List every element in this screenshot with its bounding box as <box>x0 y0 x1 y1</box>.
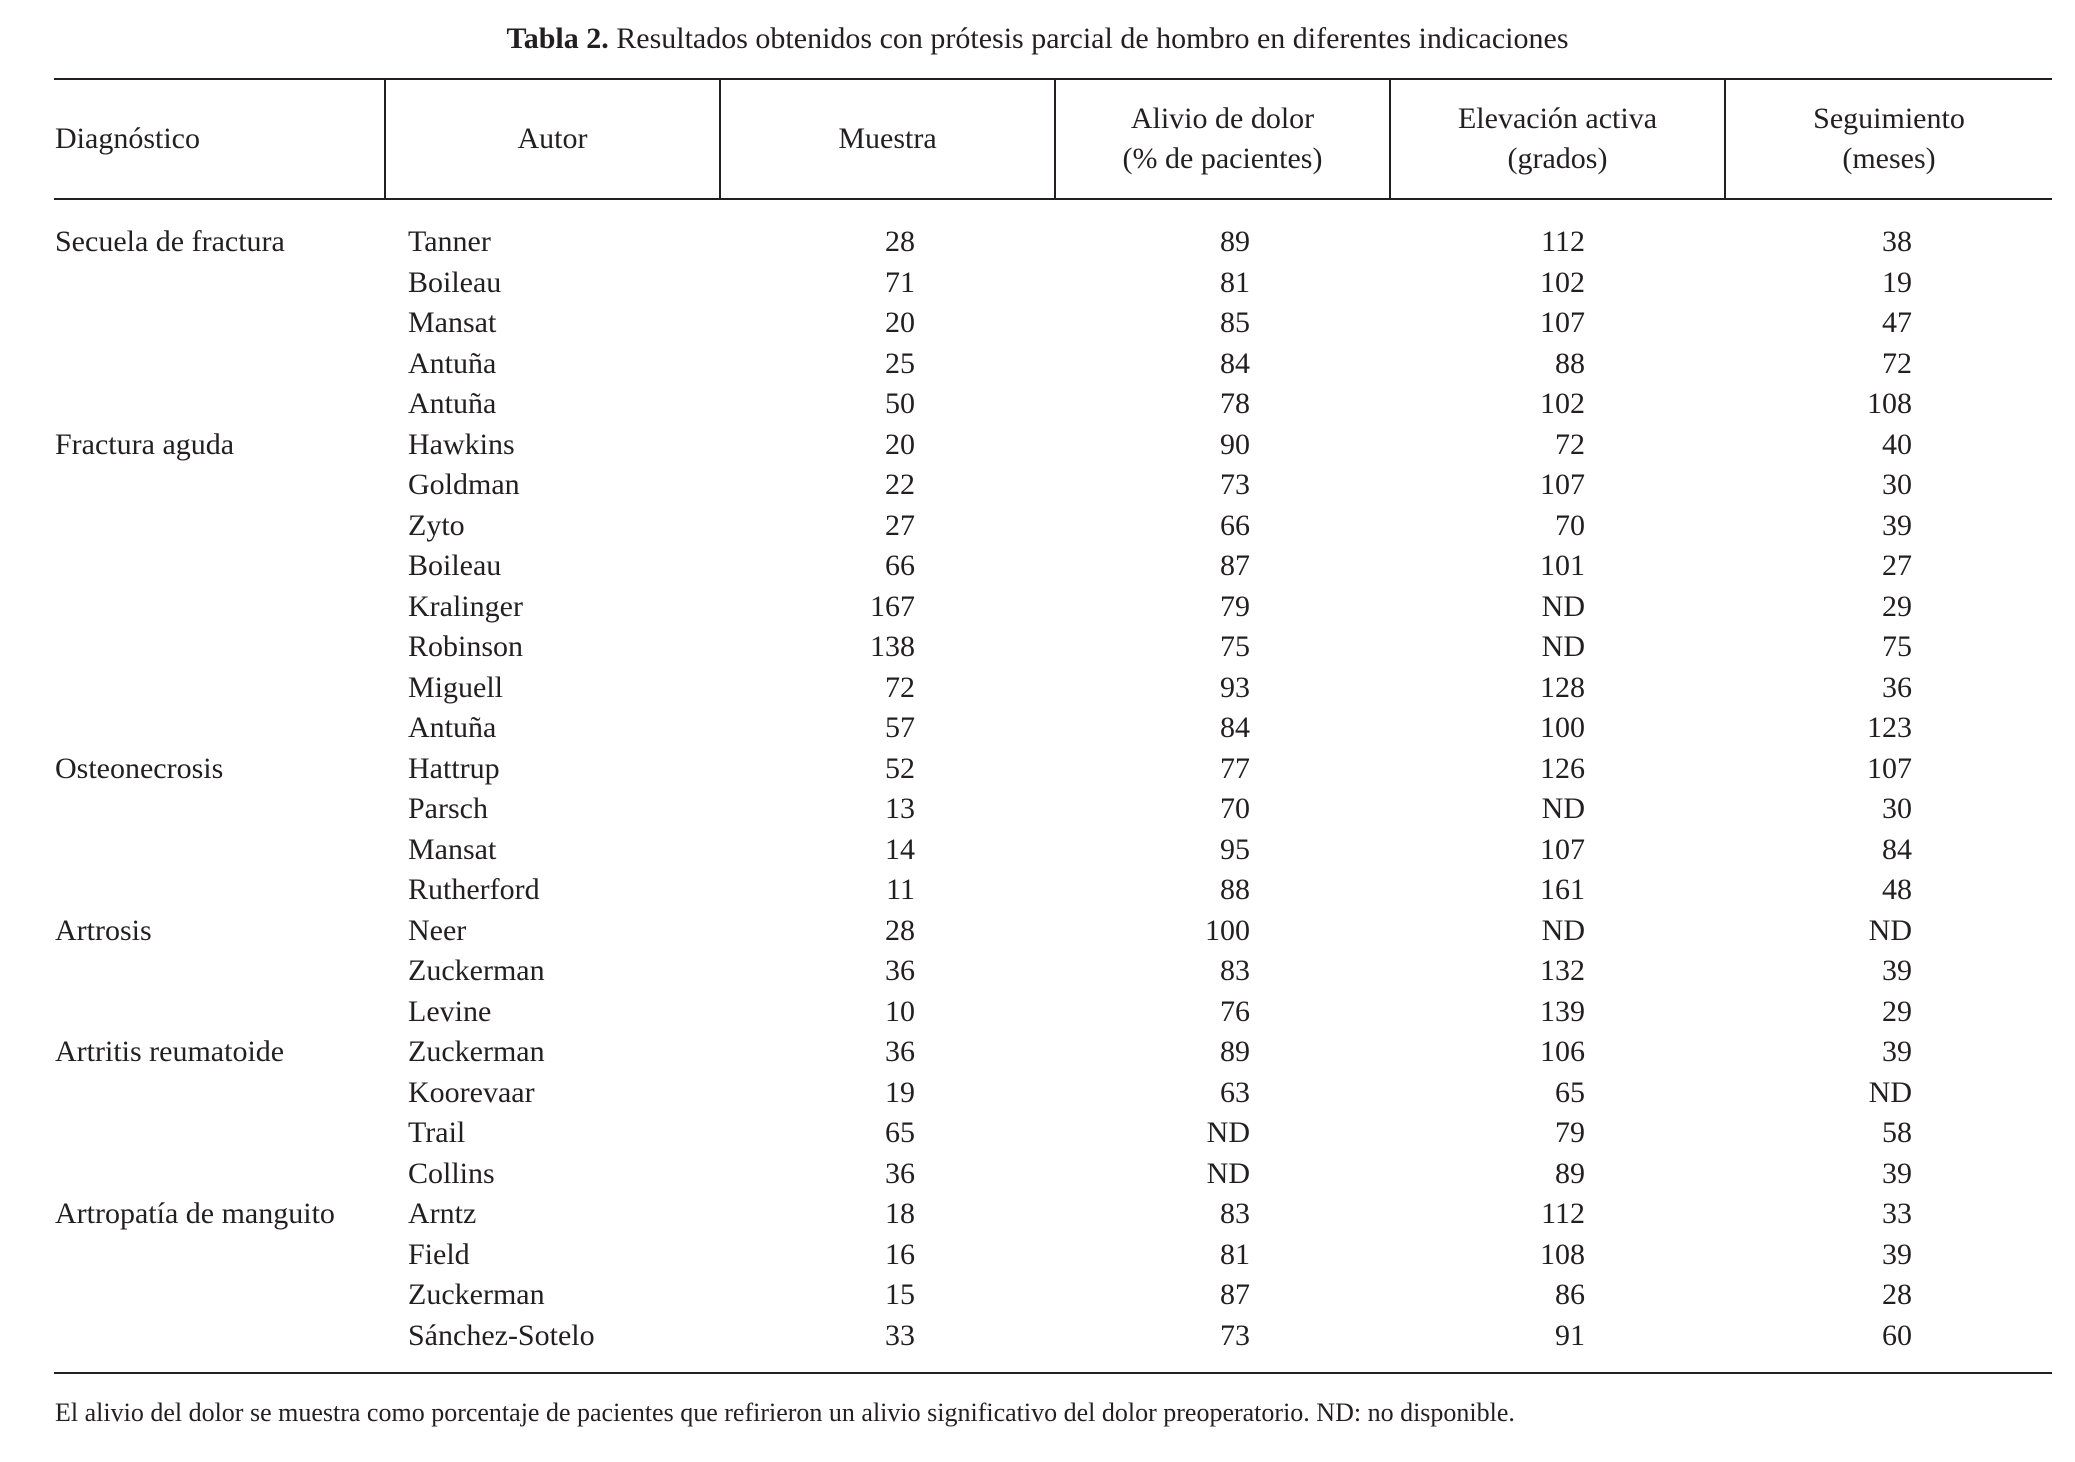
table-row <box>0 870 2075 910</box>
cell-elevacion: 88 <box>1555 346 1585 380</box>
cell-muestra: 28 <box>885 225 915 258</box>
cell-seguimiento: ND <box>1868 913 1912 947</box>
cell-alivio: 76 <box>1220 994 1250 1028</box>
table-caption-text: Resultados obtenidos con prótesis parcial de hombro en diferentes indicaciones <box>616 22 1569 55</box>
cell-alivio: 89 <box>1220 1035 1250 1068</box>
cell-muestra: 20 <box>885 427 915 461</box>
cell-autor: Hawkins <box>408 427 515 461</box>
cell-autor: Parsch <box>408 792 488 825</box>
cell-seguimiento: 30 <box>1882 792 1912 825</box>
cell-alivio: ND <box>1206 1156 1250 1190</box>
cell-muestra: 25 <box>885 346 915 380</box>
table-row <box>0 263 2075 303</box>
cell-alivio: 95 <box>1220 832 1250 866</box>
table-row <box>0 992 2075 1032</box>
header-alivio <box>1056 79 1389 199</box>
table-row <box>0 1275 2075 1315</box>
cell-autor: Hattrup <box>408 751 500 785</box>
cell-autor: Collins <box>408 1156 495 1190</box>
cell-elevacion: 70 <box>1555 508 1585 542</box>
cell-alivio: 87 <box>1220 549 1250 582</box>
cell-alivio: 84 <box>1220 711 1250 744</box>
cell-autor: Field <box>408 1237 470 1271</box>
cell-seguimiento: 108 <box>1867 387 1912 420</box>
cell-elevacion: 89 <box>1555 1156 1585 1190</box>
cell-seguimiento: 72 <box>1882 346 1912 380</box>
cell-autor: Antuña <box>408 387 497 420</box>
cell-alivio: 81 <box>1220 1237 1250 1271</box>
cell-alivio: 93 <box>1220 670 1250 704</box>
table-row <box>0 1316 2075 1356</box>
cell-muestra: 33 <box>885 1318 915 1352</box>
table-row <box>0 668 2075 708</box>
cell-seguimiento: 47 <box>1882 306 1912 339</box>
table-caption-label: Tabla 2. <box>506 22 609 55</box>
cell-autor: Trail <box>408 1116 466 1149</box>
cell-muestra: 57 <box>885 711 915 744</box>
cell-elevacion: 161 <box>1540 873 1585 906</box>
cell-alivio: 83 <box>1220 1197 1250 1230</box>
cell-elevacion: 107 <box>1540 832 1585 866</box>
cell-elevacion: 112 <box>1541 225 1585 258</box>
cell-muestra: 22 <box>885 468 915 501</box>
cell-autor: Koorevaar <box>408 1075 535 1109</box>
cell-alivio: 87 <box>1220 1278 1250 1311</box>
header-diagnostico: Diagnóstico <box>55 122 200 155</box>
cell-autor: Zuckerman <box>408 954 545 987</box>
table-row <box>0 708 2075 748</box>
header-alivio-line1: Alivio de dolor <box>1130 102 1315 135</box>
cell-autor: Miguell <box>408 670 503 704</box>
table-row <box>0 830 2075 870</box>
cell-elevacion: 101 <box>1540 549 1585 582</box>
cell-alivio: 66 <box>1220 508 1250 542</box>
cell-seguimiento: 39 <box>1882 1237 1912 1271</box>
table-row <box>0 1154 2075 1194</box>
header-seguimiento <box>1726 79 2052 199</box>
cell-seguimiento: 29 <box>1882 589 1912 623</box>
cell-alivio: 81 <box>1220 265 1250 299</box>
table-row <box>0 587 2075 627</box>
cell-diagnostico: Artrosis <box>55 913 152 947</box>
table-bottom-rule <box>54 1372 2052 1374</box>
cell-autor: Antuña <box>408 711 497 744</box>
header-elevacion <box>1391 79 1724 199</box>
cell-elevacion: ND <box>1541 792 1585 825</box>
cell-muestra: 52 <box>885 751 915 785</box>
table-row <box>0 425 2075 465</box>
cell-seguimiento: 58 <box>1882 1116 1912 1149</box>
cell-seguimiento: 27 <box>1882 549 1912 582</box>
cell-muestra: 167 <box>870 589 915 623</box>
cell-muestra: 36 <box>885 1156 915 1190</box>
table-row <box>0 1073 2075 1113</box>
header-alivio-line2: (% de pacientes) <box>1122 142 1323 175</box>
cell-alivio: 84 <box>1220 346 1250 380</box>
cell-muestra: 72 <box>885 670 915 704</box>
cell-autor: Neer <box>408 913 467 947</box>
cell-elevacion: 100 <box>1540 711 1585 744</box>
cell-elevacion: 108 <box>1540 1237 1585 1271</box>
cell-muestra: 65 <box>885 1116 915 1149</box>
table-row <box>0 749 2075 789</box>
cell-elevacion: 86 <box>1555 1278 1585 1311</box>
cell-alivio: 88 <box>1220 873 1250 906</box>
table-row <box>0 546 2075 586</box>
cell-elevacion: 102 <box>1540 265 1585 299</box>
cell-seguimiento: 30 <box>1882 468 1912 501</box>
cell-elevacion: 102 <box>1540 387 1585 420</box>
cell-muestra: 36 <box>885 954 915 987</box>
cell-elevacion: 106 <box>1540 1035 1585 1068</box>
cell-elevacion: ND <box>1541 913 1585 947</box>
header-elevacion-line2: (grados) <box>1507 142 1608 175</box>
table-row <box>0 1194 2075 1234</box>
cell-elevacion: 91 <box>1555 1318 1585 1352</box>
cell-autor: Robinson <box>408 630 524 663</box>
cell-autor: Goldman <box>408 468 520 501</box>
table-footnote: El alivio del dolor se muestra como porcentaje de pacientes que refirieron un alivio significativo del dolor preoperatorio. ND: no disponible. <box>55 1398 1515 1427</box>
cell-autor: Boileau <box>408 549 502 582</box>
table-row <box>0 222 2075 262</box>
cell-autor: Antuña <box>408 346 497 380</box>
cell-seguimiento: 39 <box>1882 954 1912 987</box>
cell-alivio: 90 <box>1220 427 1250 461</box>
cell-muestra: 20 <box>885 306 915 339</box>
cell-alivio: 63 <box>1220 1075 1250 1109</box>
cell-elevacion: 112 <box>1541 1197 1585 1230</box>
cell-diagnostico: Artritis reumatoide <box>55 1035 285 1068</box>
cell-autor: Sánchez-Sotelo <box>408 1318 595 1352</box>
cell-elevacion: 139 <box>1540 994 1585 1028</box>
cell-autor: Mansat <box>408 306 497 339</box>
cell-seguimiento: 39 <box>1882 1035 1912 1068</box>
cell-seguimiento: 28 <box>1882 1278 1912 1311</box>
cell-muestra: 14 <box>885 832 915 866</box>
cell-seguimiento: ND <box>1868 1075 1912 1109</box>
cell-alivio: 73 <box>1220 468 1250 501</box>
cell-alivio: 77 <box>1220 751 1250 785</box>
cell-seguimiento: 39 <box>1882 508 1912 542</box>
header-seguimiento-line2: (meses) <box>1842 142 1936 175</box>
cell-seguimiento: 48 <box>1882 873 1912 906</box>
cell-autor: Rutherford <box>408 873 540 906</box>
table-row <box>0 465 2075 505</box>
cell-seguimiento: 38 <box>1882 225 1912 258</box>
cell-muestra: 50 <box>885 387 915 420</box>
table-row <box>0 627 2075 667</box>
table-row <box>0 1235 2075 1275</box>
cell-autor: Tanner <box>408 225 491 258</box>
cell-muestra: 11 <box>886 873 915 906</box>
cell-diagnostico: Osteonecrosis <box>55 751 224 785</box>
cell-elevacion: ND <box>1541 630 1585 663</box>
cell-alivio: 70 <box>1220 792 1250 825</box>
table-row <box>0 789 2075 829</box>
cell-muestra: 138 <box>870 630 915 663</box>
header-elevacion-line1: Elevación activa <box>1457 102 1658 135</box>
header-seguimiento-line1: Seguimiento <box>1813 102 1965 135</box>
cell-alivio: 73 <box>1220 1318 1250 1352</box>
cell-autor: Zuckerman <box>408 1278 545 1311</box>
cell-diagnostico: Fractura aguda <box>55 427 235 461</box>
cell-elevacion: 107 <box>1540 468 1585 501</box>
table-row <box>0 384 2075 424</box>
cell-alivio: 89 <box>1220 225 1250 258</box>
cell-alivio: ND <box>1206 1116 1250 1149</box>
cell-muestra: 36 <box>885 1035 915 1068</box>
cell-autor: Kralinger <box>408 589 523 623</box>
cell-elevacion: 72 <box>1555 427 1585 461</box>
cell-alivio: 85 <box>1220 306 1250 339</box>
cell-diagnostico: Secuela de fractura <box>55 225 285 258</box>
cell-autor: Zyto <box>408 508 465 542</box>
table-row <box>0 911 2075 951</box>
cell-seguimiento: 107 <box>1867 751 1912 785</box>
cell-muestra: 15 <box>885 1278 915 1311</box>
cell-seguimiento: 33 <box>1882 1197 1912 1230</box>
table-row <box>0 951 2075 991</box>
cell-alivio: 75 <box>1220 630 1250 663</box>
cell-autor: Levine <box>408 994 492 1028</box>
cell-muestra: 18 <box>885 1197 915 1230</box>
table-caption <box>0 20 2075 58</box>
cell-seguimiento: 84 <box>1882 832 1912 866</box>
cell-elevacion: 128 <box>1540 670 1585 704</box>
cell-muestra: 13 <box>885 792 915 825</box>
cell-elevacion: ND <box>1541 589 1585 623</box>
cell-seguimiento: 39 <box>1882 1156 1912 1190</box>
cell-seguimiento: 29 <box>1882 994 1912 1028</box>
cell-seguimiento: 75 <box>1882 630 1912 663</box>
cell-alivio: 78 <box>1220 387 1250 420</box>
cell-alivio: 79 <box>1220 589 1250 623</box>
header-muestra: Muestra <box>838 122 937 155</box>
cell-muestra: 16 <box>885 1237 915 1271</box>
cell-seguimiento: 36 <box>1882 670 1912 704</box>
cell-elevacion: 107 <box>1540 306 1585 339</box>
cell-seguimiento: 40 <box>1882 427 1912 461</box>
table-row <box>0 1032 2075 1072</box>
cell-alivio: 83 <box>1220 954 1250 987</box>
cell-seguimiento: 19 <box>1882 265 1912 299</box>
cell-muestra: 66 <box>885 549 915 582</box>
table-row <box>0 506 2075 546</box>
cell-seguimiento: 123 <box>1867 711 1912 744</box>
cell-seguimiento: 60 <box>1882 1318 1912 1352</box>
table-row <box>0 344 2075 384</box>
cell-muestra: 71 <box>885 265 915 299</box>
cell-autor: Boileau <box>408 265 502 299</box>
cell-elevacion: 132 <box>1540 954 1585 987</box>
cell-muestra: 27 <box>885 508 915 542</box>
cell-alivio: 100 <box>1205 913 1250 947</box>
cell-elevacion: 126 <box>1540 751 1585 785</box>
cell-autor: Mansat <box>408 832 497 866</box>
table-header-rule <box>54 198 2052 200</box>
table-row <box>0 303 2075 343</box>
cell-muestra: 10 <box>885 994 915 1028</box>
cell-muestra: 19 <box>885 1075 915 1109</box>
cell-elevacion: 79 <box>1555 1116 1585 1149</box>
cell-autor: Zuckerman <box>408 1035 545 1068</box>
cell-elevacion: 65 <box>1555 1075 1585 1109</box>
cell-autor: Arntz <box>408 1197 477 1230</box>
table-row <box>0 1113 2075 1153</box>
cell-muestra: 28 <box>885 913 915 947</box>
cell-diagnostico: Artropatía de manguito <box>55 1197 335 1230</box>
header-autor: Autor <box>517 122 588 155</box>
